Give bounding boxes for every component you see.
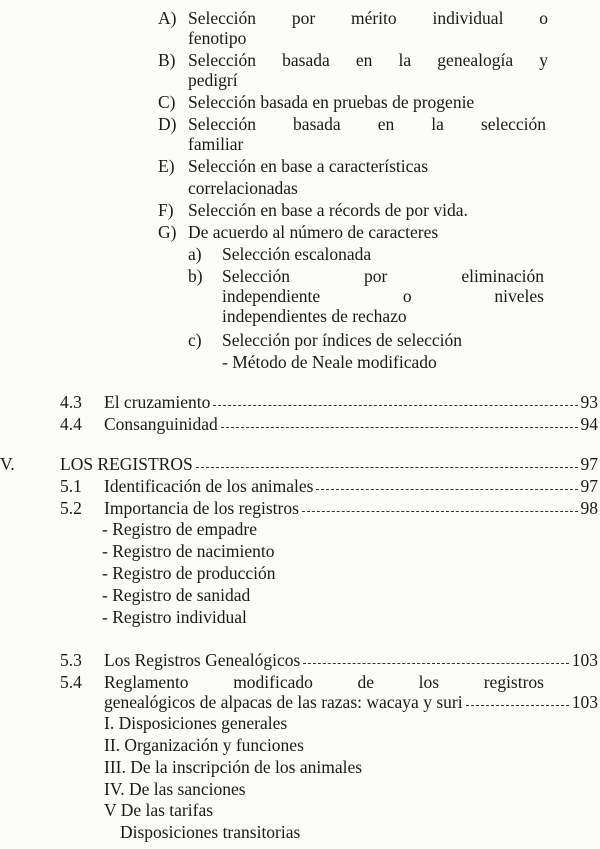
method-letter: B)	[158, 50, 176, 70]
toc-page: 97	[580, 476, 598, 496]
toc-page: 103	[571, 692, 598, 712]
toc-number: V.	[0, 454, 15, 474]
list-item: I. Disposiciones generales	[104, 713, 288, 733]
toc-title: genealógicos de alpacas de las razas: wacaya y suri	[104, 692, 463, 712]
sub-method-letter: c)	[188, 330, 202, 350]
sub-method-text: independientes de rechazo	[222, 306, 407, 326]
sub-method-letter: a)	[188, 244, 202, 264]
toc-number: 4.4	[60, 414, 82, 434]
list-item: V De las tarifas	[104, 800, 214, 820]
sub-method-text: - Método de Neale modificado	[222, 352, 437, 372]
toc-title: Los Registros Genealógicos	[104, 650, 301, 670]
list-item: - Registro de producción	[102, 563, 276, 583]
method-text: De acuerdo al número de caracteres	[188, 222, 439, 242]
sub-method-text: Selección por índices de selección	[222, 330, 463, 350]
method-text: Selección basada en la genealogía y	[188, 50, 548, 70]
toc-number: 4.3	[60, 392, 82, 412]
dot-leader	[466, 705, 569, 706]
method-letter: F)	[158, 200, 174, 220]
dot-leader	[221, 427, 578, 428]
toc-page: 94	[580, 414, 598, 434]
toc-row-4-3	[60, 392, 598, 412]
toc-number: 5.2	[60, 498, 82, 518]
list-item: II. Organización y funciones	[104, 735, 304, 755]
toc-row-4-4	[60, 414, 598, 434]
method-text: Selección por mérito individual o	[188, 8, 548, 28]
list-item: Disposiciones transitorias	[120, 822, 301, 842]
list-item: III. De la inscripción de los animales	[104, 757, 363, 777]
method-text: fenotipo	[188, 28, 247, 48]
method-letter: C)	[158, 92, 176, 112]
list-item: IV. De las sanciones	[104, 779, 246, 799]
toc-title: Identificación de los animales	[104, 476, 314, 496]
toc-page: 93	[580, 392, 598, 412]
dot-leader	[302, 511, 578, 512]
method-letter: G)	[158, 222, 177, 242]
list-item: - Registro de empadre	[102, 519, 258, 539]
list-item: - Registro de nacimiento	[102, 541, 275, 561]
method-text: Selección en base a características	[188, 156, 429, 176]
method-text: correlacionadas	[188, 178, 298, 198]
method-letter: D)	[158, 114, 177, 134]
dot-leader	[316, 489, 577, 490]
method-letter: A)	[158, 8, 177, 28]
toc-row-5-3	[60, 650, 598, 670]
dot-leader	[213, 405, 577, 406]
dot-leader	[303, 663, 568, 664]
list-item: - Registro individual	[102, 607, 247, 627]
sub-method-text: independiente o niveles	[222, 286, 544, 306]
toc-number: 5.3	[60, 650, 82, 670]
method-text: pedigrí	[188, 70, 238, 90]
toc-row-5-2	[60, 498, 598, 518]
sub-method-text: Selección por eliminación	[222, 266, 544, 286]
toc-title: El cruzamiento	[104, 392, 211, 412]
method-text: familiar	[188, 134, 244, 154]
method-letter: E)	[158, 156, 175, 176]
toc-number: 5.1	[60, 476, 82, 496]
toc-number: 5.4	[60, 672, 82, 692]
toc-page: 98	[580, 498, 598, 518]
toc-row-5-1	[60, 476, 598, 496]
toc-row-5-4	[104, 692, 598, 712]
dot-leader	[196, 467, 578, 468]
method-text: Selección basada en pruebas de progenie	[188, 92, 475, 112]
toc-page: 103	[571, 650, 598, 670]
method-text: Selección en base a récords de por vida.	[188, 200, 468, 220]
method-text: Selección basada en la selección	[188, 114, 546, 134]
list-item: - Registro de sanidad	[102, 585, 251, 605]
toc-page: 97	[580, 454, 598, 474]
toc-title: Reglamento modificado de los registros	[104, 672, 544, 692]
sub-method-letter: b)	[188, 266, 203, 286]
toc-title: Importancia de los registros	[104, 498, 299, 518]
toc-title: Consanguinidad	[104, 414, 218, 434]
toc-title: LOS REGISTROS	[60, 454, 193, 474]
sub-method-text: Selección escalonada	[222, 244, 372, 264]
toc-row-chapter-v	[0, 454, 598, 474]
